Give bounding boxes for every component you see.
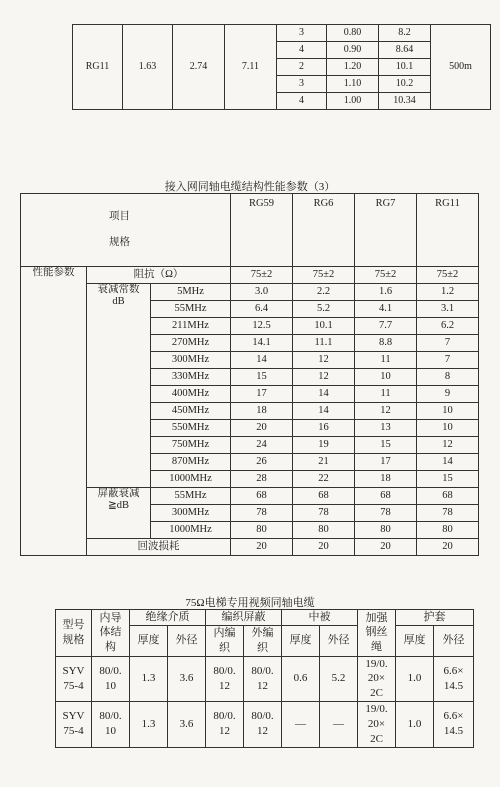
- model-header: RG59: [231, 194, 293, 267]
- freq-cell: 750MHz: [151, 437, 231, 454]
- shield-label: [87, 488, 151, 539]
- value-cell: 6.4: [231, 301, 293, 318]
- value-cell: 8: [417, 369, 479, 386]
- cell-line: 80/0.: [213, 664, 236, 677]
- value-cell: 0.80: [327, 25, 379, 42]
- value-cell: 12: [417, 437, 479, 454]
- value-cell: 75±2: [417, 267, 479, 284]
- header-row: [21, 194, 479, 267]
- value-cell: 2.2: [293, 284, 355, 301]
- perf-table: [20, 193, 479, 556]
- value-cell: 20: [293, 539, 355, 556]
- sub-header: 厚度: [130, 625, 168, 656]
- cell-line: 20×: [367, 717, 386, 730]
- rg11-spec-table: [72, 24, 491, 110]
- value-cell: 10.1: [293, 318, 355, 335]
- value-cell: 18: [355, 471, 417, 488]
- corner-bottom-label: 规格: [109, 237, 130, 248]
- value-cell: 3.6: [168, 702, 206, 748]
- value-cell: 2: [277, 59, 327, 76]
- table-row: [21, 267, 479, 284]
- value-cell: 1.3: [130, 702, 168, 748]
- cell-line: 80/0.: [251, 664, 274, 677]
- value-cell: 12: [355, 403, 417, 420]
- value-cell: 14: [417, 454, 479, 471]
- value-cell: 3.6: [168, 656, 206, 702]
- value-cell: [244, 702, 282, 748]
- cell-line: SYV: [62, 710, 85, 723]
- value-cell: 12: [293, 369, 355, 386]
- freq-cell: 450MHz: [151, 403, 231, 420]
- cell-line: 12: [219, 725, 230, 738]
- value-cell: 20: [231, 539, 293, 556]
- cell-line: 19/0.: [365, 703, 388, 716]
- value-cell: 7: [417, 335, 479, 352]
- elevator-cable-table: [55, 609, 474, 748]
- value-cell: 1.20: [327, 59, 379, 76]
- model-cell: [56, 702, 92, 748]
- value-cell: 5.2: [293, 301, 355, 318]
- outer-jacket-header: 护套: [396, 610, 474, 626]
- value-cell: 78: [417, 505, 479, 522]
- middle-jacket-header: 中被: [282, 610, 358, 626]
- value-cell: 75±2: [355, 267, 417, 284]
- value-cell: 14: [293, 386, 355, 403]
- value-cell: 11.1: [293, 335, 355, 352]
- value-cell: 9: [417, 386, 479, 403]
- freq-cell: 5MHz: [151, 284, 231, 301]
- value-cell: —: [320, 702, 358, 748]
- value-cell: 80: [355, 522, 417, 539]
- corner-top-label: 项目: [109, 210, 130, 222]
- value-cell: 26: [231, 454, 293, 471]
- value-cell: 7: [417, 352, 479, 369]
- insulation-header: 绝缘介质: [130, 610, 206, 626]
- cell-line: 2C: [370, 687, 383, 700]
- cell-line: 80/0.: [213, 710, 236, 723]
- value-cell: 17: [231, 386, 293, 403]
- freq-cell: 550MHz: [151, 420, 231, 437]
- value-cell: —: [282, 702, 320, 748]
- value-cell: 80: [417, 522, 479, 539]
- freq-cell: 55MHz: [151, 488, 231, 505]
- cell-line: 75-4: [63, 679, 84, 692]
- value-cell: 4: [277, 42, 327, 59]
- table-row: [21, 539, 479, 556]
- value-cell: 20: [231, 420, 293, 437]
- value-cell: 12: [293, 352, 355, 369]
- strength-header-line2: 钢丝: [365, 626, 388, 639]
- value-cell: 15: [355, 437, 417, 454]
- model-header: RG7: [355, 194, 417, 267]
- value-cell: 68: [293, 488, 355, 505]
- cell-line: 2C: [370, 732, 383, 745]
- return-loss-label: 回波损耗: [87, 539, 231, 556]
- freq-cell: 1000MHz: [151, 471, 231, 488]
- sub-header-line2: 织: [257, 641, 268, 654]
- model-cell: RG11: [73, 25, 123, 110]
- value-cell: 1.63: [123, 25, 173, 110]
- model-header: RG11: [417, 194, 479, 267]
- sub-header-line1: 外编: [251, 626, 274, 639]
- strength-header-line1: 加强: [365, 611, 388, 624]
- value-cell: 11: [355, 386, 417, 403]
- value-cell: 17: [355, 454, 417, 471]
- sub-header: [244, 625, 282, 656]
- strength-member-header: [358, 610, 396, 657]
- value-cell: 16: [293, 420, 355, 437]
- table-row: [21, 284, 479, 301]
- header-row: [56, 610, 474, 626]
- table-row: [21, 488, 479, 505]
- cell-line: 75-4: [63, 725, 84, 738]
- value-cell: 15: [231, 369, 293, 386]
- value-cell: 5.2: [320, 656, 358, 702]
- value-cell: 8.8: [355, 335, 417, 352]
- value-cell: 68: [231, 488, 293, 505]
- value-cell: 13: [355, 420, 417, 437]
- value-cell: 18: [231, 403, 293, 420]
- value-cell: [206, 702, 244, 748]
- value-cell: 3.0: [231, 284, 293, 301]
- table-row: [56, 702, 474, 748]
- value-cell: 75±2: [231, 267, 293, 284]
- cell-line: 12: [257, 725, 268, 738]
- inner-header-line1: 内导: [99, 611, 122, 624]
- value-cell: 22: [293, 471, 355, 488]
- freq-cell: 300MHz: [151, 505, 231, 522]
- value-cell: 3: [277, 25, 327, 42]
- cell-line: 80/0.: [99, 710, 122, 723]
- value-cell: 4.1: [355, 301, 417, 318]
- cell-line: 6.6×: [443, 710, 464, 723]
- impedance-label: 阻抗（Ω）: [87, 267, 231, 284]
- value-cell: 78: [231, 505, 293, 522]
- value-cell: 80: [293, 522, 355, 539]
- shield-label-line1: 屏蔽衰减: [97, 488, 140, 499]
- value-cell: 75±2: [293, 267, 355, 284]
- value-cell: 0.90: [327, 42, 379, 59]
- cell-line: 10: [105, 725, 116, 738]
- value-cell: [358, 702, 396, 748]
- value-cell: 4: [277, 93, 327, 110]
- model-header: [56, 610, 92, 657]
- value-cell: 1.0: [396, 656, 434, 702]
- attenuation-label-line2: dB: [112, 296, 125, 308]
- cell-line: 80/0.: [99, 664, 122, 677]
- freq-cell: 1000MHz: [151, 522, 231, 539]
- value-cell: 14.1: [231, 335, 293, 352]
- value-cell: 15: [417, 471, 479, 488]
- perf-label: 性能参数: [21, 267, 87, 556]
- freq-cell: 211MHz: [151, 318, 231, 335]
- elevator-table-title: 75Ω电梯专用视频同轴电缆: [185, 597, 315, 609]
- cell-line: 6.6×: [443, 664, 464, 677]
- freq-cell: 300MHz: [151, 352, 231, 369]
- inner-conductor-header: [92, 610, 130, 657]
- value-cell: 21: [293, 454, 355, 471]
- value-cell: 24: [231, 437, 293, 454]
- freq-cell: 870MHz: [151, 454, 231, 471]
- value-cell: 3.1: [417, 301, 479, 318]
- value-cell: 78: [293, 505, 355, 522]
- model-cell: [56, 656, 92, 702]
- value-cell: 68: [355, 488, 417, 505]
- value-cell: 8.64: [379, 42, 431, 59]
- freq-cell: 400MHz: [151, 386, 231, 403]
- inner-header-line2: 体结: [99, 626, 122, 639]
- value-cell: [434, 656, 474, 702]
- attenuation-label: [87, 284, 151, 488]
- value-cell: 11: [355, 352, 417, 369]
- cell-line: 14.5: [443, 679, 464, 692]
- value-cell: 1.3: [130, 656, 168, 702]
- sub-header: 厚度: [282, 625, 320, 656]
- sub-header: 外径: [168, 625, 206, 656]
- sub-header: [206, 625, 244, 656]
- cell-line: 80/0.: [251, 710, 274, 723]
- value-cell: 10: [417, 420, 479, 437]
- model-header-line1: 型号: [62, 618, 85, 631]
- sub-header-line2: 织: [219, 641, 230, 654]
- cell-line: 12: [257, 679, 268, 692]
- value-cell: 8.2: [379, 25, 431, 42]
- value-cell: 1.2: [417, 284, 479, 301]
- perf-table-title: 接入网同轴电缆结构性能参数（3）: [164, 181, 336, 193]
- value-cell: 1.00: [327, 93, 379, 110]
- value-cell: [358, 656, 396, 702]
- cell-line: 12: [219, 679, 230, 692]
- shield-label-line2: ≧dB: [107, 500, 130, 512]
- value-cell: 10.1: [379, 59, 431, 76]
- corner-header: [21, 194, 231, 267]
- value-cell: 10.34: [379, 93, 431, 110]
- sub-header: 厚度: [396, 625, 434, 656]
- freq-cell: 55MHz: [151, 301, 231, 318]
- value-cell: [434, 702, 474, 748]
- value-cell: 2.74: [173, 25, 225, 110]
- value-cell: 28: [231, 471, 293, 488]
- freq-cell: 330MHz: [151, 369, 231, 386]
- value-cell: 10: [355, 369, 417, 386]
- table-row: [73, 25, 491, 42]
- cell-line: 10: [105, 679, 116, 692]
- model-header: RG6: [293, 194, 355, 267]
- value-cell: 0.6: [282, 656, 320, 702]
- value-cell: [92, 702, 130, 748]
- model-header-line2: 规格: [62, 633, 85, 646]
- value-cell: 10.2: [379, 76, 431, 93]
- value-cell: 1.6: [355, 284, 417, 301]
- value-cell: 1.10: [327, 76, 379, 93]
- value-cell: 7.7: [355, 318, 417, 335]
- cell-line: SYV: [62, 664, 85, 677]
- sub-header-line1: 内编: [213, 626, 236, 639]
- length-cell: 500m: [431, 25, 491, 110]
- sub-header: 外径: [434, 625, 474, 656]
- value-cell: [244, 656, 282, 702]
- freq-cell: 270MHz: [151, 335, 231, 352]
- value-cell: 6.2: [417, 318, 479, 335]
- strength-header-line3: 绳: [371, 641, 382, 654]
- braid-header: 编织屏蔽: [206, 610, 282, 626]
- value-cell: 3: [277, 76, 327, 93]
- attenuation-label-line1: 衰减常数: [97, 284, 140, 295]
- value-cell: 20: [355, 539, 417, 556]
- inner-header-line3: 构: [105, 641, 116, 654]
- value-cell: [92, 656, 130, 702]
- value-cell: 78: [355, 505, 417, 522]
- value-cell: 14: [231, 352, 293, 369]
- value-cell: 7.11: [225, 25, 277, 110]
- value-cell: 12.5: [231, 318, 293, 335]
- value-cell: 14: [293, 403, 355, 420]
- cell-line: 20×: [367, 672, 386, 685]
- value-cell: 20: [417, 539, 479, 556]
- value-cell: 10: [417, 403, 479, 420]
- table-row: [56, 656, 474, 702]
- value-cell: 80: [231, 522, 293, 539]
- value-cell: 68: [417, 488, 479, 505]
- cell-line: 19/0.: [365, 657, 388, 670]
- value-cell: 19: [293, 437, 355, 454]
- value-cell: 1.0: [396, 702, 434, 748]
- value-cell: [206, 656, 244, 702]
- sub-header: 外径: [320, 625, 358, 656]
- cell-line: 14.5: [443, 725, 464, 738]
